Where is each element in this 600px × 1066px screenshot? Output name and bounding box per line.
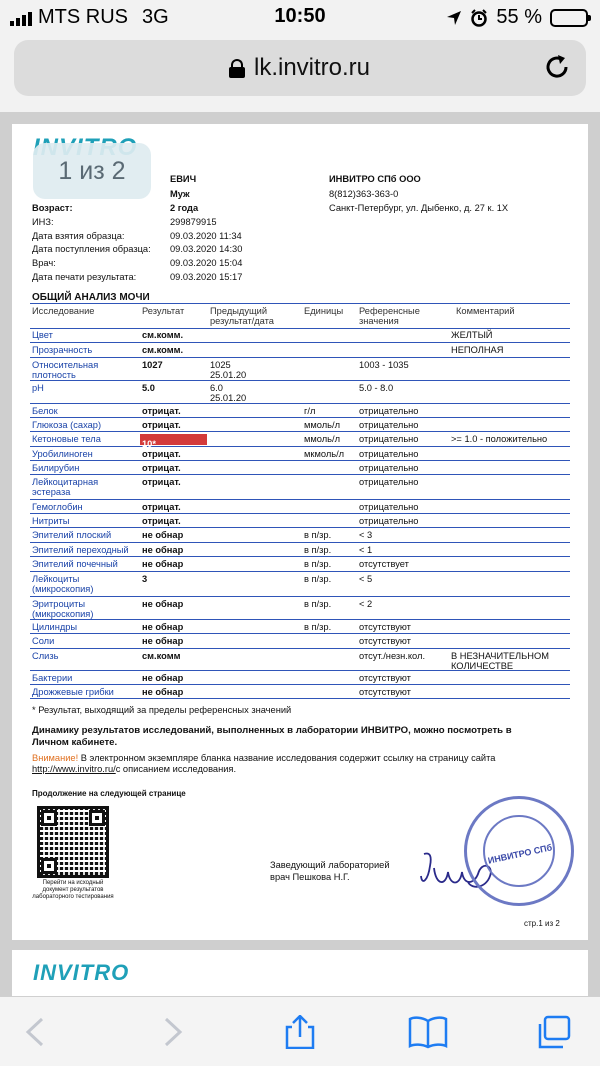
row-divider [30, 513, 570, 514]
row-reference: отсутствует [359, 559, 409, 569]
row-test-name[interactable]: Билирубин [32, 463, 80, 473]
row-divider [30, 342, 570, 343]
row-result: отрицат. [142, 420, 181, 430]
row-units: мкмоль/л [304, 449, 345, 459]
stamp-text: ИНВИТРО СПб [486, 842, 553, 866]
page-indicator: 1 из 2 [33, 143, 151, 199]
row-result: не обнар [142, 636, 184, 646]
row-units: в п/зр. [304, 545, 332, 555]
lock-icon [230, 59, 244, 77]
row-test-name[interactable]: Нитриты [32, 516, 70, 526]
col-result: Результат [142, 306, 185, 316]
lab-name: ИНВИТРО СПб ООО [329, 174, 421, 184]
row-result: отрицат. [142, 406, 181, 416]
row-reference: < 3 [359, 530, 373, 540]
row-units: в п/зр. [304, 530, 332, 540]
row-divider [30, 499, 570, 500]
row-reference: < 1 [359, 545, 373, 555]
abnormal-result-highlight [140, 434, 207, 449]
footnote: * Результат, выходящий за пределы референсных значений [32, 705, 292, 715]
qr-finder [41, 810, 57, 826]
alarm-clock-icon [470, 9, 488, 27]
row-prev-date: 25.01.20 [210, 370, 247, 380]
safari-toolbar [0, 996, 600, 1066]
row-result: отрицат. [142, 502, 181, 512]
row-test-name-cont: (микроскопия) [32, 609, 94, 619]
age-label: Возраст: [32, 203, 73, 213]
row-divider [30, 403, 570, 404]
row-units: в п/зр. [304, 559, 332, 569]
row-result: не обнар [142, 622, 184, 632]
battery-icon [550, 9, 588, 27]
row-test-name[interactable]: Цилиндры [32, 622, 78, 632]
col-ref-1: Референсные [359, 306, 420, 316]
row-divider [30, 446, 570, 447]
location-arrow-icon [446, 10, 462, 26]
row-result: не обнар [142, 530, 184, 540]
network-type: 3G [142, 6, 169, 28]
qr-finder [41, 858, 57, 874]
qr-caption-2: документ результатов [42, 887, 104, 893]
row-units: г/л [304, 406, 316, 416]
row-units: в п/зр. [304, 622, 332, 632]
row-reference: отрицательно [359, 516, 419, 526]
row-divider [30, 417, 570, 418]
share-icon[interactable] [278, 1015, 322, 1049]
qr-caption-1: Перейти на исходный [42, 880, 104, 886]
lab-stamp [464, 796, 574, 906]
row-units: ммоль/л [304, 434, 341, 444]
status-right [446, 6, 588, 29]
row-test-name[interactable]: pH [32, 383, 44, 393]
row-comment: НЕПОЛНАЯ [451, 345, 504, 355]
row-reference: отрицательно [359, 420, 419, 430]
row-result: отрицат. [142, 463, 181, 473]
row-test-name[interactable]: Эпителий плоский [32, 530, 112, 540]
attention-label: Внимание! [32, 753, 79, 763]
row-divider [30, 596, 570, 597]
patient-sex: Муж [170, 189, 190, 199]
row-test-name[interactable]: Соли [32, 636, 55, 646]
qr-caption-3: лабораторного тестирования [32, 894, 114, 900]
row-reference: отсутствуют [359, 687, 411, 697]
col-ref-2: значения [359, 316, 399, 326]
row-result: не обнар [142, 673, 184, 683]
row-reference: 1003 - 1035 [359, 360, 409, 370]
row-reference: отрицательно [359, 406, 419, 416]
row-comment: >= 1.0 - положительно [451, 434, 548, 444]
reload-icon[interactable] [542, 52, 572, 82]
row-reference: отсутствуют [359, 622, 411, 632]
row-test-name-cont: эстераза [32, 487, 71, 497]
row-prev-date: 25.01.20 [210, 393, 247, 403]
row-divider [30, 571, 570, 572]
qr-code[interactable] [37, 806, 109, 878]
row-result: не обнар [142, 599, 184, 609]
row-test-name[interactable]: Эпителий почечный [32, 559, 118, 569]
row-result: отрицат. [142, 449, 181, 459]
row-prev-result: 1025 [210, 360, 231, 370]
row-reference: отсут./незн.кол. [359, 651, 426, 661]
row-reference: < 5 [359, 574, 373, 584]
row-reference: отрицательно [359, 463, 419, 473]
section-divider [30, 303, 570, 304]
forward-icon[interactable] [150, 1015, 194, 1049]
row-test-name[interactable]: Кетоновые тела [32, 434, 101, 444]
row-test-name[interactable]: Уробилиноген [32, 449, 93, 459]
qr-finder [89, 810, 105, 826]
row-divider [30, 542, 570, 543]
row-result: не обнар [142, 687, 184, 697]
row-test-name[interactable]: Бактерии [32, 673, 73, 683]
row-divider [30, 648, 570, 649]
row-reference: отсутствуют [359, 636, 411, 646]
col-prev-1: Предыдущий [210, 306, 268, 316]
row-prev-result: 6.0 [210, 383, 223, 393]
row-reference: отрицательно [359, 502, 419, 512]
row-test-name[interactable]: Относительная [32, 360, 99, 370]
print-date-label: Дата печати результата: [32, 272, 137, 282]
row-divider [30, 380, 570, 381]
row-result: см.комм. [142, 330, 184, 340]
row-result: 3 [142, 574, 148, 584]
row-units: в п/зр. [304, 574, 332, 584]
row-units: в п/зр. [304, 599, 332, 609]
row-comment-cont: КОЛИЧЕСТВЕ [451, 661, 514, 671]
status-bar [0, 0, 600, 36]
sample-received-label: Дата поступления образца: [32, 244, 151, 254]
row-divider [30, 633, 570, 634]
row-test-name[interactable]: Лейкоцитарная [32, 477, 99, 487]
row-result: см.комм. [142, 345, 184, 355]
row-divider [30, 431, 570, 432]
row-reference: 5.0 - 8.0 [359, 383, 394, 393]
row-reference: отрицательно [359, 434, 419, 444]
address-display[interactable] [14, 54, 586, 82]
row-test-name[interactable]: Глюкоза (сахар) [32, 420, 102, 430]
row-reference: < 2 [359, 599, 373, 609]
carrier-name: MTS RUS [38, 6, 128, 28]
doctor-value: 09.03.2020 15:04 [170, 258, 243, 268]
row-reference: отрицательно [359, 449, 419, 459]
sample-taken-label: Дата взятия образца: [32, 231, 125, 241]
row-result: см.комм [142, 651, 181, 661]
row-divider [30, 474, 570, 475]
inz-value: 299879915 [170, 217, 217, 227]
print-date-value: 09.03.2020 15:17 [170, 272, 243, 282]
sample-taken-value: 09.03.2020 11:34 [170, 231, 242, 241]
lab-phone: 8(812)363-363-0 [329, 189, 399, 199]
row-comment: ЖЕЛТЫЙ [451, 330, 493, 340]
bookmarks-icon[interactable] [406, 1015, 450, 1049]
row-divider [30, 684, 570, 685]
row-units: ммоль/л [304, 420, 341, 430]
row-result: 1027 [142, 360, 163, 370]
dynamics-line-2: Личном кабинете. [32, 737, 118, 748]
sample-received-value: 09.03.2020 14:30 [170, 244, 243, 254]
row-comment: В НЕЗНАЧИТЕЛЬНОМ [451, 651, 549, 661]
row-result: не обнар [142, 559, 184, 569]
attention-text: В электронном экземпляре бланка название исследования содержит ссылку на страницу сайта [78, 753, 496, 763]
doctor-label: Врач: [32, 258, 56, 268]
row-test-name[interactable]: Слизь [32, 651, 59, 661]
row-result: 5.0 [142, 383, 155, 393]
row-result: не обнар [142, 545, 184, 555]
invitro-link[interactable]: http://www.invitro.ru/ [32, 764, 116, 774]
row-divider [30, 698, 570, 699]
age-value: 2 года [170, 203, 199, 213]
col-comment: Комментарий [456, 306, 515, 316]
row-test-name[interactable]: Белок [32, 406, 58, 416]
back-icon[interactable] [14, 1015, 58, 1049]
browser-chrome [0, 36, 600, 112]
head-of-lab-title: Заведующий лабораторией [270, 860, 390, 870]
row-result: отрицат. [142, 477, 181, 487]
row-test-name[interactable]: Эритроциты [32, 599, 86, 609]
row-divider [30, 460, 570, 461]
address-bar[interactable] [14, 40, 586, 96]
inz-label: ИНЗ: [32, 217, 54, 227]
attention-tail: с описанием исследования. [115, 764, 237, 774]
invitro-logo-page-2: INVITRO [33, 960, 130, 985]
battery-percent: 55 % [496, 6, 542, 28]
patient-name-fragment: ЕВИЧ [170, 174, 197, 184]
section-title: ОБЩИЙ АНАЛИЗ МОЧИ [32, 292, 150, 303]
status-time: 10:50 [274, 5, 326, 27]
row-divider [30, 527, 570, 528]
row-test-name[interactable]: Гемоглобин [32, 502, 83, 512]
col-prev-2: результат/дата [210, 316, 274, 326]
row-test-name[interactable]: Лейкоциты [32, 574, 80, 584]
tabs-icon[interactable] [532, 1015, 576, 1049]
row-test-name[interactable]: Цвет [32, 330, 53, 340]
row-test-name[interactable]: Эпителий переходный [32, 545, 129, 555]
row-test-name-cont: плотность [32, 370, 76, 380]
continuation-note: Продолжение на следующей странице [32, 789, 186, 798]
row-test-name-cont: (микроскопия) [32, 584, 94, 594]
row-reference: отсутствуют [359, 673, 411, 683]
row-divider [30, 556, 570, 557]
row-result: 10* [142, 439, 156, 449]
row-result: отрицат. [142, 516, 181, 526]
row-divider [30, 619, 570, 620]
page-number: стр.1 из 2 [524, 919, 560, 928]
url-text: lk.invitro.ru [253, 54, 371, 81]
header-divider [30, 328, 570, 329]
attention-line [32, 753, 495, 764]
attention-link-line [32, 764, 236, 775]
row-test-name[interactable]: Прозрачность [32, 345, 93, 355]
dynamics-line-1: Динамику результатов исследований, выполненных в лаборатории ИНВИТРО, можно посмотреть в [32, 725, 512, 736]
row-test-name[interactable]: Дрожжевые грибки [32, 687, 114, 697]
col-test: Исследование [32, 306, 95, 316]
row-reference: отрицательно [359, 477, 419, 487]
col-units: Единицы [304, 306, 344, 316]
lab-address: Санкт-Петербург, ул. Дыбенко, д. 27 к. 1Х [329, 203, 509, 213]
row-divider [30, 357, 570, 358]
head-of-lab-name: врач Пешкова Н.Г. [270, 872, 350, 882]
